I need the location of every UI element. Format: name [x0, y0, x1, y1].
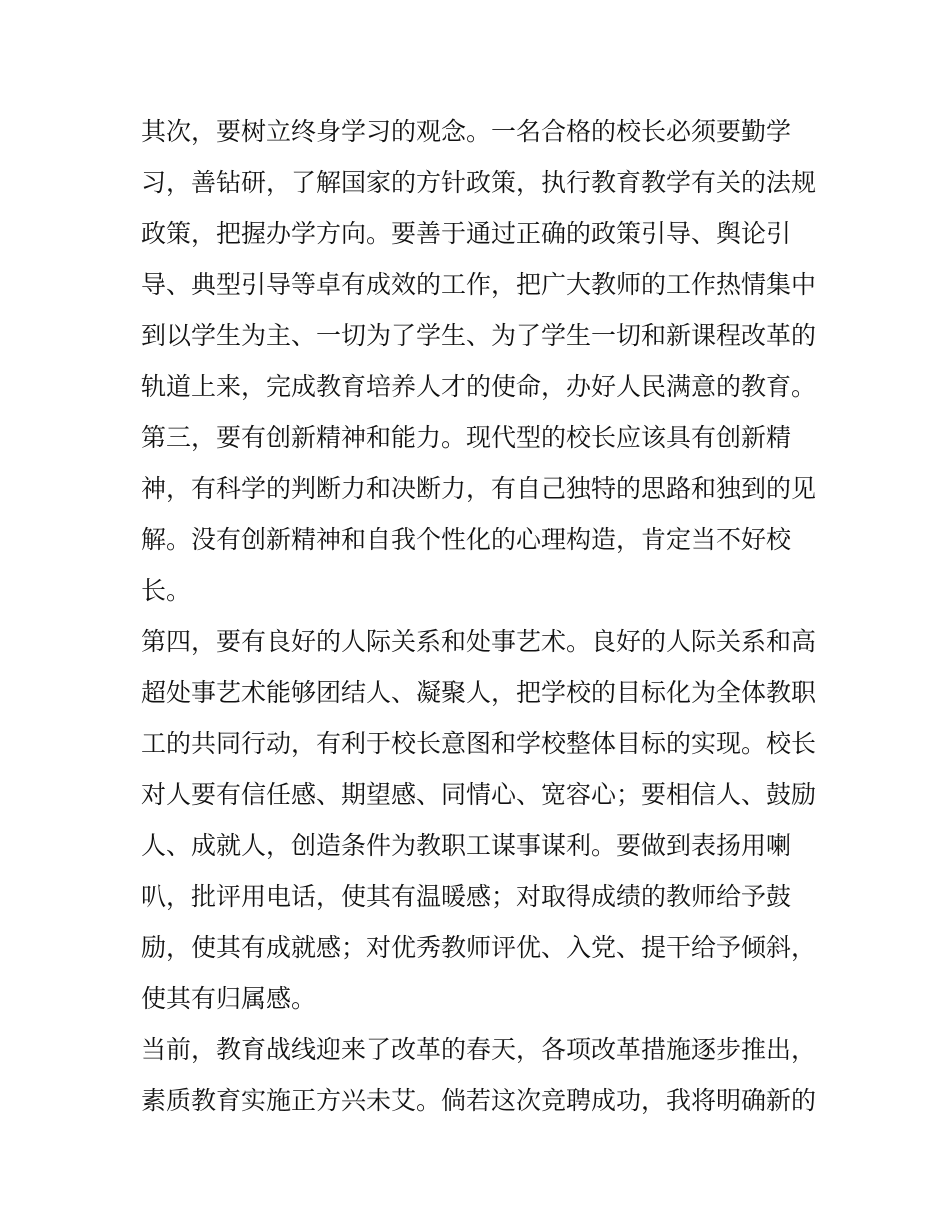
text-line: 使其有归属感。: [141, 984, 317, 1013]
text-line: 第四，要有良好的人际关系和处事艺术。良好的人际关系和高: [141, 627, 817, 656]
text-line: 励，使其有成就感；对优秀教师评优、入党、提干给予倾斜，: [141, 933, 817, 962]
text-line: 政策，把握办学方向。要善于通过正确的政策引导、舆论引: [141, 219, 792, 248]
text-line: 导、典型引导等卓有成效的工作，把广大教师的工作热情集中: [141, 270, 817, 299]
text-line: 其次，要树立终身学习的观念。一名合格的校长必须要勤学: [141, 117, 792, 146]
text-line: 长。: [141, 576, 192, 605]
text-line: 对人要有信任感、期望感、同情心、宽容心；要相信人、鼓励: [141, 780, 817, 809]
text-line: 人、成就人，创造条件为教职工谋事谋利。要做到表扬用喇: [141, 831, 792, 860]
body-text: [141, 106, 821, 1126]
text-line: 神，有科学的判断力和决断力，有自己独特的思路和独到的见: [141, 474, 817, 503]
text-line: 工的共同行动，有利于校长意图和学校整体目标的实现。校长: [141, 729, 817, 758]
text-line: 习，善钻研，了解国家的方针政策，执行教育教学有关的法规: [141, 168, 817, 197]
text-line: 轨道上来，完成教育培养人才的使命，办好人民满意的教育。: [141, 372, 817, 401]
text-line: 当前，教育战线迎来了改革的春天，各项改革措施逐步推出，: [141, 1035, 817, 1064]
text-line: 到以学生为主、一切为了学生、为了学生一切和新课程改革的: [141, 321, 817, 350]
text-line: 叭，批评用电话，使其有温暖感；对取得成绩的教师给予鼓: [141, 882, 792, 911]
text-line: 解。没有创新精神和自我个性化的心理构造，肯定当不好校: [141, 525, 792, 554]
text-line: 素质教育实施正方兴未艾。倘若这次竞聘成功，我将明确新的: [141, 1086, 817, 1115]
text-line: 第三，要有创新精神和能力。现代型的校长应该具有创新精: [141, 423, 792, 452]
text-line: 超处事艺术能够团结人、凝聚人，把学校的目标化为全体教职: [141, 678, 817, 707]
